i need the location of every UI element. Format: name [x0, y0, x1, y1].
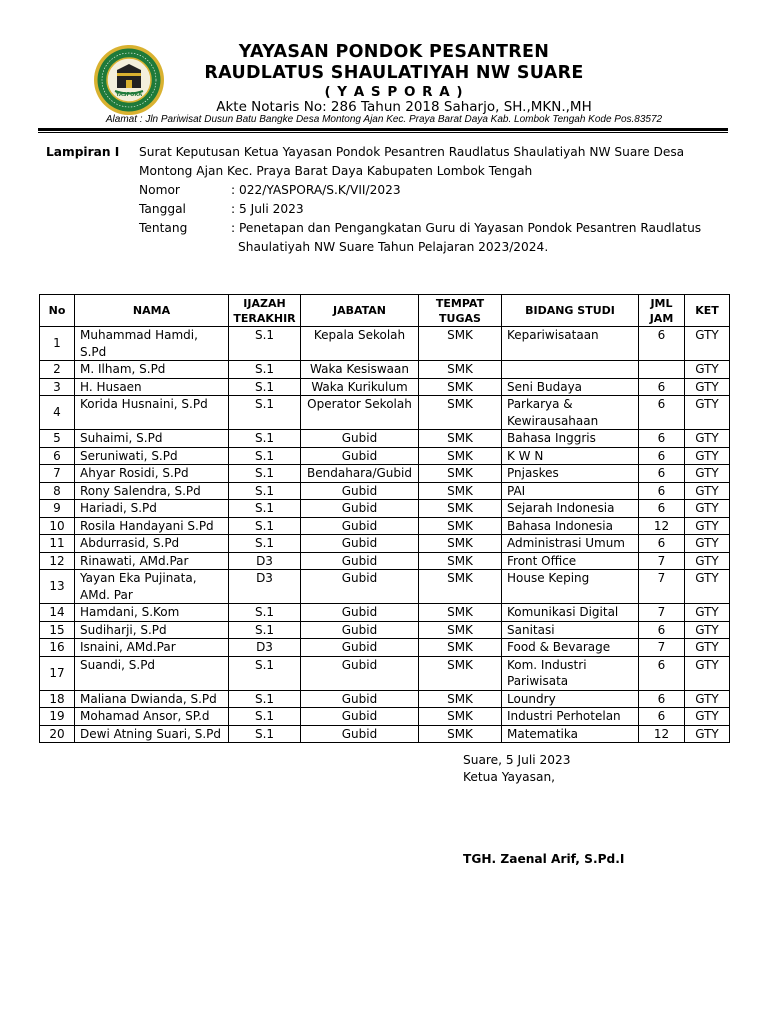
cell-jabatan: Gubid: [301, 447, 419, 465]
teacher-table: [39, 294, 730, 743]
cell-nama: Maliana Dwianda, S.Pd: [75, 690, 229, 708]
cell-bidang: Matematika: [502, 725, 639, 743]
cell-no: 10: [40, 517, 75, 535]
cell-bidang: Administrasi Umum: [502, 535, 639, 553]
cell-no: 19: [40, 708, 75, 726]
cell-no: 18: [40, 690, 75, 708]
cell-ket: GTY: [685, 570, 730, 604]
cell-tempat: SMK: [419, 690, 502, 708]
cell-no: 6: [40, 447, 75, 465]
header-divider-thick: [38, 128, 728, 131]
col-header-jml-line-2: JAM: [649, 311, 674, 325]
cell-ijazah: S.1: [229, 690, 301, 708]
cell-nama: Dewi Atning Suari, S.Pd: [75, 725, 229, 743]
table-row: [40, 430, 730, 448]
cell-nama: Rinawati, AMd.Par: [75, 552, 229, 570]
cell-jam: 6: [639, 690, 685, 708]
col-header-jabatan: JABATAN: [301, 295, 419, 327]
cell-no: 3: [40, 378, 75, 396]
cell-ijazah: S.1: [229, 396, 301, 430]
nomor-value: : 022/YASPORA/S.K/VII/2023: [231, 183, 401, 197]
cell-no: 4: [40, 396, 75, 430]
cell-tempat: SMK: [419, 430, 502, 448]
cell-ijazah: D3: [229, 639, 301, 657]
cell-bidang: Kepariwisataan: [502, 327, 639, 361]
cell-no: 15: [40, 621, 75, 639]
cell-jam: 6: [639, 535, 685, 553]
cell-ket: GTY: [685, 430, 730, 448]
cell-tempat: SMK: [419, 500, 502, 518]
cell-jam: 12: [639, 725, 685, 743]
cell-ijazah: S.1: [229, 465, 301, 483]
col-header-ijazah-line-1: IJAZAH: [243, 296, 286, 310]
cell-jabatan: Waka Kesiswaan: [301, 361, 419, 379]
cell-bidang: PAI: [502, 482, 639, 500]
cell-ket: GTY: [685, 500, 730, 518]
cell-nama: Abdurrasid, S.Pd: [75, 535, 229, 553]
table-row: [40, 621, 730, 639]
col-header-bidang: BIDANG STUDI: [502, 295, 639, 327]
cell-jam: [639, 361, 685, 379]
cell-jam: 6: [639, 447, 685, 465]
header-notary: Akte Notaris No: 286 Tahun 2018 Saharjo, SH.,MKN.,MH: [216, 99, 592, 115]
cell-ijazah: S.1: [229, 378, 301, 396]
cell-jam: 7: [639, 570, 685, 604]
cell-jam: 6: [639, 396, 685, 430]
cell-bidang: Komunikasi Digital: [502, 604, 639, 622]
cell-no: 12: [40, 552, 75, 570]
cell-no: 1: [40, 327, 75, 361]
cell-nama: Rosila Handayani S.Pd: [75, 517, 229, 535]
col-header-ijazah-line-2: TERAKHIR: [233, 311, 296, 325]
cell-tempat: SMK: [419, 482, 502, 500]
cell-nama: Sudiharji, S.Pd: [75, 621, 229, 639]
cell-jabatan: Gubid: [301, 621, 419, 639]
table-row: [40, 535, 730, 553]
cell-nama: Korida Husnaini, S.Pd: [75, 396, 229, 430]
table-row: [40, 500, 730, 518]
signature-role: Ketua Yayasan,: [463, 770, 556, 784]
header-line-2: RAUDLATUS SHAULATIYAH NW SUARE: [204, 63, 584, 83]
cell-jam: 6: [639, 500, 685, 518]
col-header-ijazah: [229, 295, 301, 327]
signature-place-date: Suare, 5 Juli 2023: [463, 753, 571, 767]
cell-tempat: SMK: [419, 535, 502, 553]
cell-nama: Yayan Eka Pujinata, AMd. Par: [75, 570, 229, 604]
cell-ijazah: D3: [229, 552, 301, 570]
cell-tempat: SMK: [419, 465, 502, 483]
cell-nama: Suandi, S.Pd: [75, 656, 229, 690]
cell-ket: GTY: [685, 604, 730, 622]
cell-ket: GTY: [685, 639, 730, 657]
cell-nama: H. Husaen: [75, 378, 229, 396]
cell-bidang: Front Office: [502, 552, 639, 570]
cell-bidang: Pnjaskes: [502, 465, 639, 483]
cell-jabatan: Waka Kurikulum: [301, 378, 419, 396]
cell-bidang: Bahasa Inggris: [502, 430, 639, 448]
cell-bidang: House Keping: [502, 570, 639, 604]
cell-jam: 7: [639, 552, 685, 570]
cell-bidang: Food & Bevarage: [502, 639, 639, 657]
cell-ket: GTY: [685, 361, 730, 379]
table-row: [40, 725, 730, 743]
table-row: [40, 639, 730, 657]
cell-ket: GTY: [685, 396, 730, 430]
decree-intro-line-1: Surat Keputusan Ketua Yayasan Pondok Pesantren Raudlatus Shaulatiyah NW Suare Desa: [139, 145, 685, 159]
cell-jabatan: Gubid: [301, 639, 419, 657]
cell-bidang: Parkarya & Kewirausahaan: [502, 396, 639, 430]
cell-jabatan: Gubid: [301, 482, 419, 500]
cell-tempat: SMK: [419, 708, 502, 726]
cell-nama: Seruniwati, S.Pd: [75, 447, 229, 465]
cell-no: 16: [40, 639, 75, 657]
table-row: [40, 378, 730, 396]
cell-ket: GTY: [685, 690, 730, 708]
cell-nama: Ahyar Rosidi, S.Pd: [75, 465, 229, 483]
cell-tempat: SMK: [419, 570, 502, 604]
cell-ijazah: S.1: [229, 327, 301, 361]
cell-no: 14: [40, 604, 75, 622]
cell-no: 8: [40, 482, 75, 500]
cell-ijazah: S.1: [229, 361, 301, 379]
signature-name: TGH. Zaenal Arif, S.Pd.I: [463, 852, 625, 866]
cell-jabatan: Gubid: [301, 708, 419, 726]
tentang-label: Tentang: [139, 221, 188, 235]
cell-tempat: SMK: [419, 327, 502, 361]
cell-nama: Hamdani, S.Kom: [75, 604, 229, 622]
table-header-row: [40, 295, 730, 327]
cell-ijazah: S.1: [229, 708, 301, 726]
header-address: Alamat : Jln Pariwisat Dusun Batu Bangke Desa Montong Ajan Kec. Praya Barat Daya Kab. Lombok Tengah Kode Pos.83572: [105, 114, 663, 125]
cell-tempat: SMK: [419, 517, 502, 535]
cell-bidang: Kom. Industri Pariwisata: [502, 656, 639, 690]
cell-jabatan: Gubid: [301, 690, 419, 708]
cell-tempat: SMK: [419, 604, 502, 622]
cell-ket: GTY: [685, 327, 730, 361]
cell-jam: 6: [639, 482, 685, 500]
cell-jabatan: Gubid: [301, 535, 419, 553]
cell-jabatan: Gubid: [301, 552, 419, 570]
cell-jabatan: Gubid: [301, 656, 419, 690]
table-row: [40, 604, 730, 622]
cell-jabatan: Gubid: [301, 500, 419, 518]
table-row: [40, 552, 730, 570]
cell-jabatan: Gubid: [301, 604, 419, 622]
cell-no: 9: [40, 500, 75, 518]
cell-ijazah: D3: [229, 570, 301, 604]
table-row: [40, 396, 730, 430]
header-line-1: YAYASAN PONDOK PESANTREN: [238, 42, 550, 62]
cell-ket: GTY: [685, 656, 730, 690]
attachment-label: Lampiran I: [46, 145, 120, 159]
cell-bidang: Sanitasi: [502, 621, 639, 639]
cell-ket: GTY: [685, 621, 730, 639]
cell-ijazah: S.1: [229, 430, 301, 448]
tentang-value-line-2: Shaulatiyah NW Suare Tahun Pelajaran 2023/2024.: [238, 240, 549, 254]
col-header-ket: KET: [685, 295, 730, 327]
cell-ijazah: S.1: [229, 482, 301, 500]
cell-jabatan: Gubid: [301, 517, 419, 535]
header-divider-thin: [38, 132, 728, 133]
table-row: [40, 465, 730, 483]
cell-bidang: [502, 361, 639, 379]
cell-nama: Suhaimi, S.Pd: [75, 430, 229, 448]
logo-lettering: YASPORA: [115, 92, 143, 98]
cell-bidang: K W N: [502, 447, 639, 465]
col-header-no: No: [40, 295, 75, 327]
cell-ket: GTY: [685, 465, 730, 483]
cell-bidang: Industri Perhotelan: [502, 708, 639, 726]
cell-ijazah: S.1: [229, 535, 301, 553]
cell-jabatan: Gubid: [301, 725, 419, 743]
cell-bidang: Bahasa Indonesia: [502, 517, 639, 535]
cell-no: 17: [40, 656, 75, 690]
cell-jam: 6: [639, 327, 685, 361]
cell-jabatan: Kepala Sekolah: [301, 327, 419, 361]
cell-ijazah: S.1: [229, 725, 301, 743]
cell-jabatan: Gubid: [301, 570, 419, 604]
cell-no: 2: [40, 361, 75, 379]
tanggal-value: : 5 Juli 2023: [231, 202, 304, 216]
cell-no: 13: [40, 570, 75, 604]
cell-ket: GTY: [685, 447, 730, 465]
tanggal-label: Tanggal: [139, 202, 186, 216]
cell-ket: GTY: [685, 725, 730, 743]
cell-nama: Hariadi, S.Pd: [75, 500, 229, 518]
table-row: [40, 690, 730, 708]
cell-jabatan: Gubid: [301, 430, 419, 448]
cell-no: 11: [40, 535, 75, 553]
cell-ijazah: S.1: [229, 517, 301, 535]
cell-jabatan: Bendahara/Gubid: [301, 465, 419, 483]
col-header-tempat-line-2: TUGAS: [439, 311, 481, 325]
col-header-tempat-line-1: TEMPAT: [435, 296, 485, 310]
table-row: [40, 708, 730, 726]
table-row: [40, 361, 730, 379]
cell-ket: GTY: [685, 552, 730, 570]
cell-ket: GTY: [685, 378, 730, 396]
tentang-value-line-1: : Penetapan dan Pengangkatan Guru di Yayasan Pondok Pesantren Raudlatus: [231, 221, 702, 235]
cell-tempat: SMK: [419, 639, 502, 657]
table-row: [40, 517, 730, 535]
table-row: [40, 482, 730, 500]
table-row: [40, 327, 730, 361]
cell-ket: GTY: [685, 517, 730, 535]
cell-ijazah: S.1: [229, 621, 301, 639]
cell-jam: 6: [639, 378, 685, 396]
cell-tempat: SMK: [419, 361, 502, 379]
cell-nama: M. Ilham, S.Pd: [75, 361, 229, 379]
cell-no: 20: [40, 725, 75, 743]
cell-bidang: Loundry: [502, 690, 639, 708]
col-header-tempat: [419, 295, 502, 327]
cell-tempat: SMK: [419, 552, 502, 570]
nomor-label: Nomor: [139, 183, 180, 197]
cell-jam: 7: [639, 604, 685, 622]
cell-jam: 6: [639, 656, 685, 690]
table-row: [40, 570, 730, 604]
cell-tempat: SMK: [419, 378, 502, 396]
header-abbreviation: ( Y A S P O R A ): [324, 84, 464, 100]
cell-nama: Rony Salendra, S.Pd: [75, 482, 229, 500]
table-row: [40, 447, 730, 465]
cell-ijazah: S.1: [229, 604, 301, 622]
col-header-jml-line-1: JML: [650, 296, 673, 310]
cell-jam: 6: [639, 621, 685, 639]
cell-ket: GTY: [685, 535, 730, 553]
cell-bidang: Sejarah Indonesia: [502, 500, 639, 518]
cell-tempat: SMK: [419, 447, 502, 465]
cell-tempat: SMK: [419, 656, 502, 690]
cell-tempat: SMK: [419, 725, 502, 743]
cell-nama: Mohamad Ansor, SP.d: [75, 708, 229, 726]
col-header-nama: NAMA: [75, 295, 229, 327]
cell-ket: GTY: [685, 708, 730, 726]
table-row: [40, 656, 730, 690]
cell-jabatan: Operator Sekolah: [301, 396, 419, 430]
cell-nama: Isnaini, AMd.Par: [75, 639, 229, 657]
cell-jam: 7: [639, 639, 685, 657]
col-header-jml: [639, 295, 685, 327]
cell-jam: 6: [639, 430, 685, 448]
cell-jam: 6: [639, 465, 685, 483]
cell-no: 7: [40, 465, 75, 483]
cell-no: 5: [40, 430, 75, 448]
cell-tempat: SMK: [419, 396, 502, 430]
cell-bidang: Seni Budaya: [502, 378, 639, 396]
cell-jam: 12: [639, 517, 685, 535]
cell-ijazah: S.1: [229, 500, 301, 518]
cell-jam: 6: [639, 708, 685, 726]
cell-tempat: SMK: [419, 621, 502, 639]
decree-intro-line-2: Montong Ajan Kec. Praya Barat Daya Kabupaten Lombok Tengah: [139, 164, 533, 178]
cell-nama: Muhammad Hamdi, S.Pd: [75, 327, 229, 361]
cell-ijazah: S.1: [229, 447, 301, 465]
cell-ijazah: S.1: [229, 656, 301, 690]
cell-ket: GTY: [685, 482, 730, 500]
